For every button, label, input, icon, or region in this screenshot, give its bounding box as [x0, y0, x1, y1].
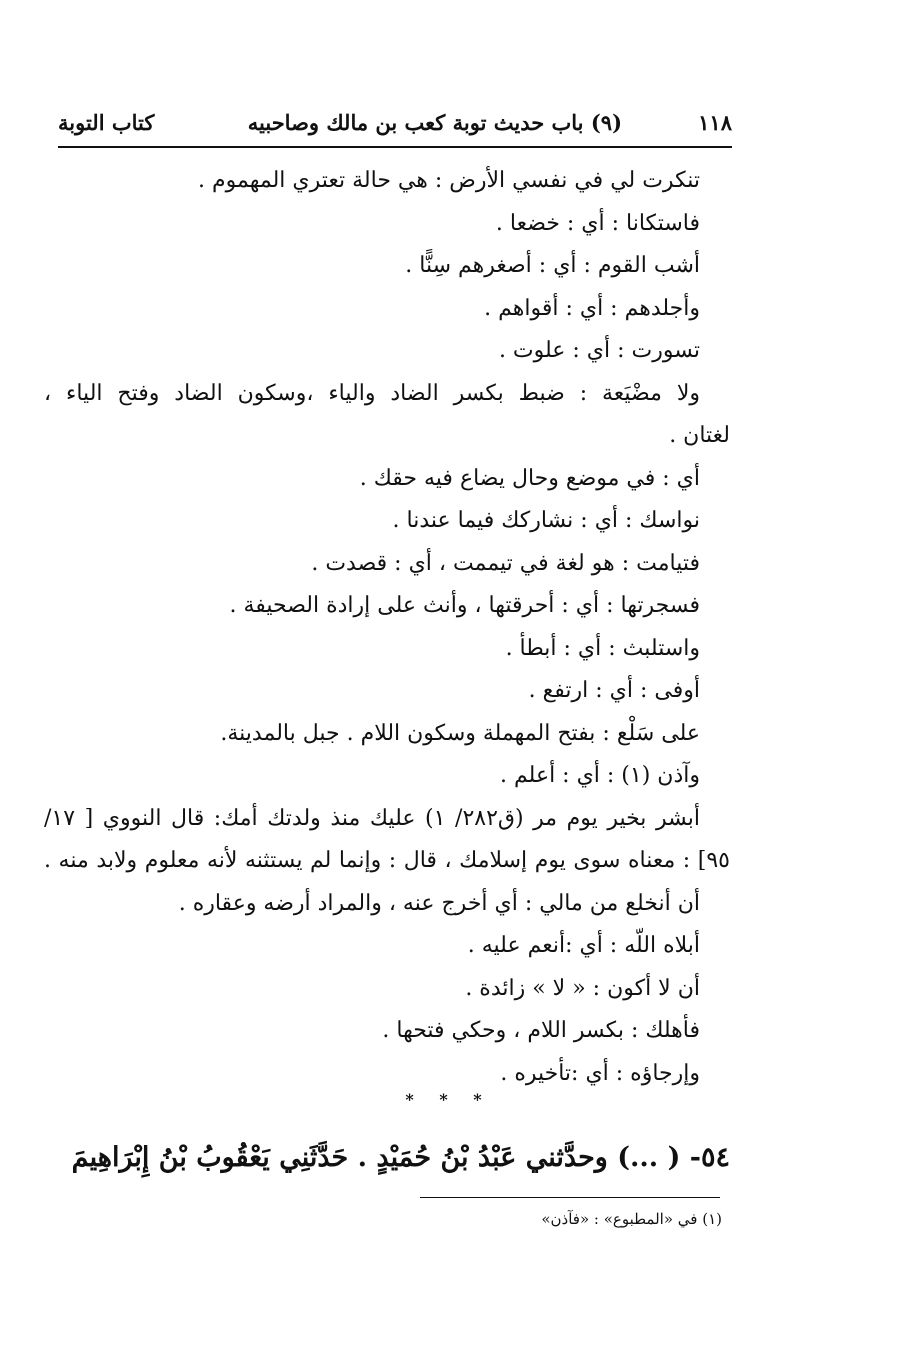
text-line: فتيامت : هو لغة في تيممت ، أي : قصدت .: [311, 550, 700, 576]
text-line: على سَلْع : بفتح المهملة وسكون اللام . جبل بالمدينة.: [220, 720, 700, 746]
text-line: فسجرتها : أي : أحرقتها ، وأنث على إرادة الصحيفة .: [229, 593, 700, 618]
text-line: واستلبث : أي : أبطأ .: [505, 635, 700, 661]
chapter-title: (٩) باب حديث توبة كعب بن مالك وصاحبيه: [247, 110, 622, 135]
header-divider: [58, 146, 732, 148]
text-line: أن أنخلع من مالي : أي أخرج عنه ، والمراد أرضه وعقاره .: [178, 890, 700, 916]
footnote: (١) في «المطبوع» : «فآذن»: [541, 1210, 722, 1228]
text-line: تنكرت لي في نفسي الأرض : هي حالة تعتري المهموم .: [198, 168, 700, 193]
book-title: كتاب التوبة: [58, 110, 155, 135]
text-line: وإرجاؤه : أي :تأخيره .: [500, 1060, 700, 1086]
text-line: ٩٥] : معناه سوى يوم إسلامك ، قال : وإنما لم يستثنه لأنه معلوم ولابد منه .: [44, 848, 730, 873]
page-number: ١١٨: [698, 110, 732, 135]
text-line: لغتان .: [669, 423, 730, 448]
page-header: [58, 110, 732, 144]
text-line: أبشر بخير يوم مر (ق٢٨٢/ ١) عليك منذ ولدتك أمك: قال النووي [ ١٧/: [44, 805, 701, 831]
footnote-divider: [420, 1197, 720, 1198]
text-line: نواسك : أي : نشاركك فيما عندنا .: [392, 508, 700, 533]
section-separator: * * *: [405, 1090, 492, 1109]
text-line: فأهلك : بكسر اللام ، وحكي فتحها .: [382, 1018, 700, 1043]
text-line: أشب القوم : أي : أصغرهم سِنًّا .: [405, 253, 700, 278]
text-line: ولا مضْيَعة : ضبط بكسر الضاد والياء ،وسكون الضاد وفتح الياء ،: [44, 380, 700, 406]
text-line: أن لا أكون : « لا » زائدة .: [465, 975, 700, 1001]
text-line: أوفى : أي : ارتفع .: [528, 678, 700, 703]
text-line: وأجلدهم : أي : أقواهم .: [484, 295, 700, 321]
text-line: وآذن (١) : أي : أعلم .: [500, 763, 700, 788]
text-line: فاستكانا : أي : خضعا .: [495, 210, 700, 236]
hadith-heading: ٥٤- ( ...) وحدَّثني عَبْدُ بْنُ حُمَيْدٍ . حَدَّثَنِي يَعْقُوبُ بْنُ إِبْرَاهِيمَ: [71, 1142, 730, 1173]
text-line: تسورت : أي : علوت .: [498, 338, 700, 363]
text-line: أي : في موضع وحال يضاع فيه حقك .: [359, 465, 700, 491]
glossary-text: [44, 160, 730, 1095]
text-line: أبلاه اللّه : أي :أنعم عليه .: [467, 933, 700, 958]
